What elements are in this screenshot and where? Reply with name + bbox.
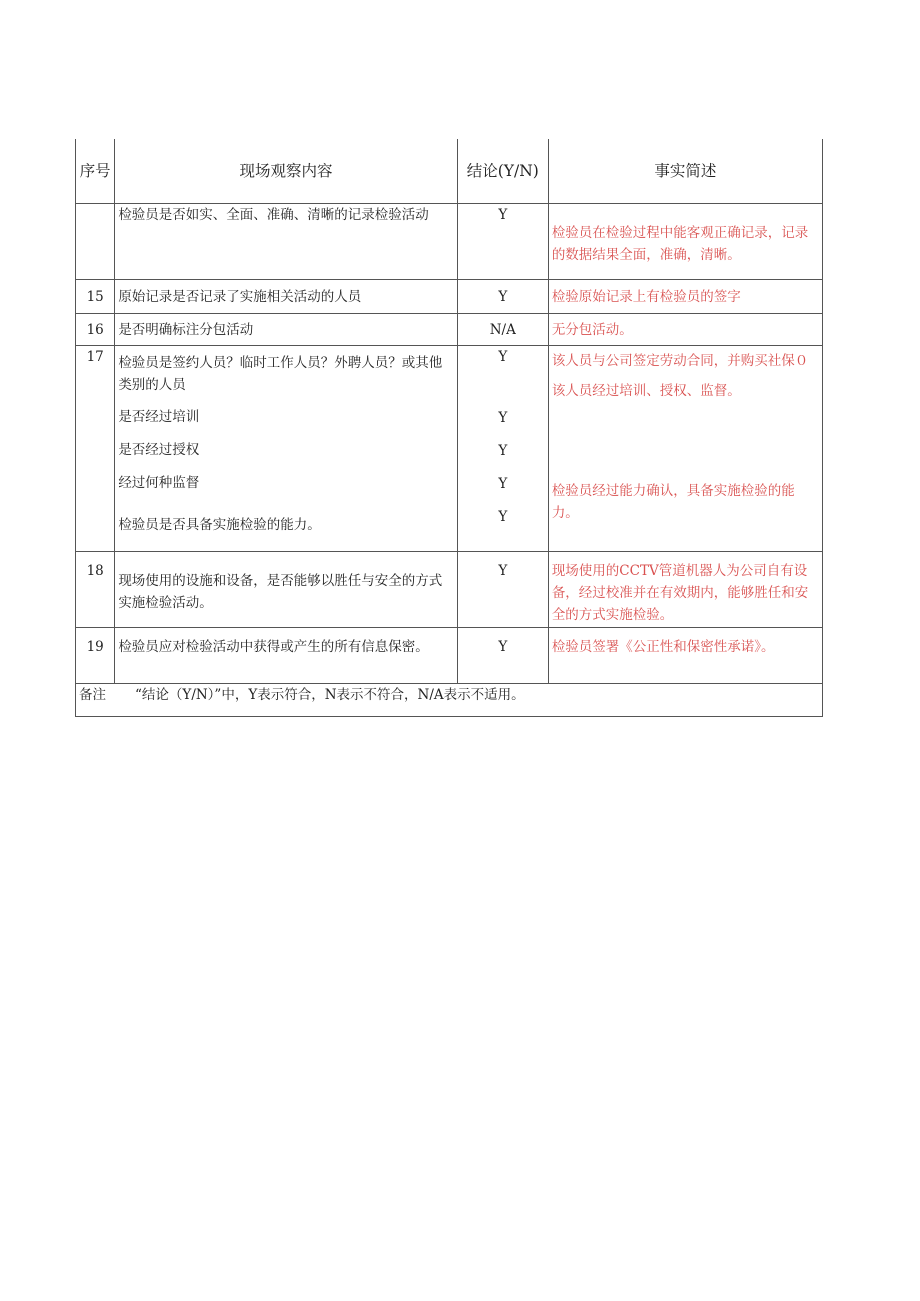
row-fact: 无分包活动。 [548, 314, 822, 346]
sub-result: Y [498, 476, 508, 492]
row-result: Y [457, 552, 548, 628]
table-row [76, 628, 823, 684]
row-result: Y [457, 628, 548, 684]
row-fact: 检验原始记录上有检验员的签字 [548, 280, 822, 314]
row-fact: 检验员签署《公正性和保密性承诺》。 [548, 628, 822, 684]
header-no: 序号 [76, 139, 115, 204]
row-result: N/A [457, 314, 548, 346]
sub-fact: 该人员与公司签定劳动合同，并购买社保０ [551, 353, 809, 369]
sub-result: Y [498, 443, 508, 459]
sub-item: 经过何种监督 [118, 475, 200, 491]
header-fact: 事实简述 [548, 139, 822, 204]
row-number: 15 [76, 280, 115, 314]
table-row [76, 314, 823, 346]
row-item: 检验员是否如实、全面、准确、清晰的记录检验活动 [115, 204, 457, 280]
row-fact: 检验员在检验过程中能客观正确记录，记录的数据结果全面，准确，清晰。 [548, 204, 822, 280]
note-text: “结论（Y/N）”中，Y表示符合，N表示不符合，N/A表示不适用。 [135, 687, 525, 703]
note-label: 备注 [79, 687, 106, 703]
row-item-group [115, 346, 457, 552]
sub-result: Y [498, 410, 508, 426]
sub-fact: 该人员经过培训、授权、监督。 [551, 383, 741, 399]
row-number: 16 [76, 314, 115, 346]
row-result-group [457, 346, 548, 552]
row-number [76, 204, 115, 280]
sub-item: 检验员是签约人员？临时工作人员？外聘人员？或其他类别的人员 [118, 355, 443, 393]
sub-item: 是否经过培训 [118, 409, 200, 425]
sub-item: 检验员是否具备实施检验的能力。 [118, 517, 321, 533]
sub-item: 是否经过授权 [118, 442, 200, 458]
row-result: Y [457, 280, 548, 314]
row-item: 是否明确标注分包活动 [115, 314, 457, 346]
observation-table [75, 139, 823, 717]
header-item: 现场观察内容 [115, 139, 457, 204]
row-item: 检验员应对检验活动中获得或产生的所有信息保密。 [115, 628, 457, 684]
sub-result: Y [498, 349, 508, 365]
table-header-row [76, 139, 823, 204]
sub-fact: 检验员经过能力确认，具备实施检验的能力。 [551, 483, 795, 521]
table-row [76, 204, 823, 280]
row-number: 19 [76, 628, 115, 684]
row-fact: 现场使用的CCTV管道机器人为公司自有设备，经过校准并在有效期内，能够胜任和安全的方式实施检验。 [548, 552, 822, 628]
row-fact-group [548, 346, 822, 552]
row-number: 18 [76, 552, 115, 628]
header-result: 结论(Y/N) [457, 139, 548, 204]
row-result: Y [457, 204, 548, 280]
row-number: 17 [76, 346, 115, 552]
row-item: 原始记录是否记录了实施相关活动的人员 [115, 280, 457, 314]
row-item: 现场使用的设施和设备，是否能够以胜任与安全的方式实施检验活动。 [115, 552, 457, 628]
note-cell [76, 684, 823, 717]
table-row [76, 346, 823, 552]
table-row [76, 280, 823, 314]
note-row [76, 684, 823, 717]
table-row [76, 552, 823, 628]
sub-result: Y [498, 509, 508, 525]
